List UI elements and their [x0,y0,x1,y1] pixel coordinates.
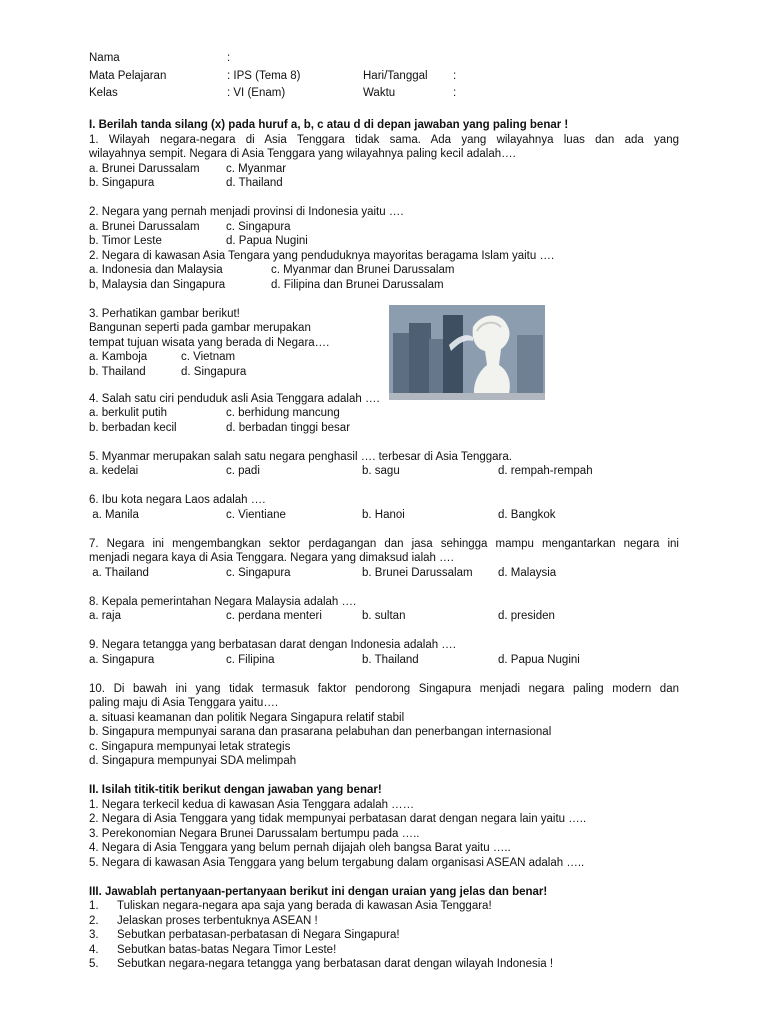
q10-text-line1: 10. Di bawah ini yang tidak termasuk faktor pendorong Singapura menjadi negara paling modern dan [89,682,679,695]
section3-item-text: Tuliskan negara-negara apa saja yang berada di kawasan Asia Tenggara! [117,900,492,912]
q10-option-a[interactable]: a. situasi keamanan dan politik Negara Singapura relatif stabil [89,711,405,724]
q5-text: 5. Myanmar merupakan salah satu negara penghasil …. terbesar di Asia Tenggara. [89,450,512,463]
section3-item [89,957,679,972]
q3-text-line1: 3. Perhatikan gambar berikut! [89,307,240,320]
q3-option-a[interactable]: a. Kamboja [89,351,148,363]
q7-text-line2: menjadi negara kaya di Asia Tenggara. Negara yang dimaksud ialah …. [89,552,454,564]
q1-options-row1 [89,162,679,177]
q7-option-c[interactable]: c. Singapura [226,566,291,579]
section3-item [89,914,679,929]
waktu-label: Waktu [363,87,396,99]
q6-option-d[interactable]: d. Bangkok [498,508,556,521]
q3-option-c[interactable]: c. Vietnam [181,351,236,363]
section3-item [89,899,679,914]
q2-text: 2. Negara yang pernah menjadi provinsi di Indonesia yaitu …. [89,206,404,218]
q4-option-b[interactable]: b. berbadan kecil [89,421,177,434]
q7-option-d[interactable]: d. Malaysia [498,566,557,579]
q3-text-line2: Bangunan seperti pada gambar merupakan [89,322,311,334]
q6-option-b[interactable]: b. Hanoi [362,508,405,521]
q1-text-line1: 1. Wilayah negara-negara di Asia Tenggara tidak sama. Ada yang wilayahnya luas dan ada yang [89,133,679,146]
q3-option-b[interactable]: b. Thailand [89,365,146,378]
q3-option-d[interactable]: d. Singapura [181,365,247,378]
q8-option-d[interactable]: d. presiden [498,610,555,622]
q5-option-d[interactable]: d. rempah-rempah [498,465,593,477]
kelas-label: Kelas [89,87,118,99]
q6-option-a[interactable]: a. Manila [89,508,139,521]
section3-item [89,928,679,943]
q2-option-c[interactable]: c. Singapura [226,220,291,233]
q2-option-a[interactable]: a. Brunei Darussalam [89,220,200,233]
section2-item: 3. Perekonomian Negara Brunei Darussalam bertumpu pada ….. [89,827,420,840]
section3-item [89,943,679,958]
hari-colon: : [453,69,457,82]
q8-options [89,609,679,624]
q7-text-line1: 7. Negara ini mengembangkan sektor perdagangan dan jasa sehingga mampu mengantarkan negara ini [89,537,679,550]
q2b-option-b[interactable]: b, Malaysia dan Singapura [89,278,226,291]
q1-options-row2 [89,176,679,191]
hari-label: Hari/Tanggal [363,69,428,82]
waktu-colon: : [453,87,457,99]
q6-option-c[interactable]: c. Vientiane [226,508,286,521]
q4-option-d[interactable]: d. berbadan tinggi besar [226,421,351,434]
q6-options [89,508,679,523]
q1-option-d[interactable]: d. Thailand [226,177,283,189]
mapel-value: : IPS (Tema 8) [227,69,301,82]
q8-text: 8. Kepala pemerintahan Negara Malaysia adalah …. [89,595,357,608]
header-row-mapel [89,70,689,88]
q4-option-a[interactable]: a. berkulit putih [89,407,167,419]
section2-item: 5. Negara di kawasan Asia Tenggara yang belum tergabung dalam organisasi ASEAN adalah ….. [89,856,585,869]
merlion-photo [389,305,545,400]
q5-option-c[interactable]: c. padi [226,465,260,477]
section2-title: II. Isilah titik-titik berikut dengan jawaban yang benar! [89,784,382,796]
q1-option-c[interactable]: c. Myanmar [226,162,287,175]
q5-options [89,464,679,479]
q9-option-c[interactable]: c. Filipina [226,653,275,666]
section2-item: 2. Negara di Asia Tenggara yang tidak mempunyai perbatasan darat dengan negara lain yaitu ….. [89,813,587,825]
q9-option-d[interactable]: d. Papua Nugini [498,653,580,666]
q2b-option-c[interactable]: c. Myanmar dan Brunei Darussalam [271,264,455,276]
q10-option-b[interactable]: b. Singapura mempunyai sarana dan prasarana pelabuhan dan penerbangan internasional [89,726,552,738]
q8-option-c[interactable]: c. perdana menteri [226,610,322,622]
section3-item-text: Jelaskan proses terbentuknya ASEAN ! [117,914,318,927]
q4-option-c[interactable]: c. berhidung mancung [226,407,340,419]
q10-option-c[interactable]: c. Singapura mempunyai letak strategis [89,740,291,753]
section3-item-number: 2. [89,914,99,927]
q1-option-b[interactable]: b. Singapura [89,177,155,189]
q5-option-a[interactable]: a. kedelai [89,465,139,477]
section3-item-text: Sebutkan perbatasan-perbatasan di Negara Singapura! [117,929,400,941]
q9-option-b[interactable]: b. Thailand [362,653,419,666]
q1-option-a[interactable]: a. Brunei Darussalam [89,162,200,175]
section3-item-text: Sebutkan batas-batas Negara Timor Leste! [117,943,337,956]
section3-title: III. Jawablah pertanyaan-pertanyaan berikut ini dengan uraian yang jelas dan benar! [89,885,548,898]
q7-option-b[interactable]: b. Brunei Darussalam [362,566,473,579]
nama-label: Nama [89,52,120,64]
q8-option-b[interactable]: b. sultan [362,610,406,622]
q2-option-d[interactable]: d. Papua Nugini [226,235,308,247]
q3-options-row1 [89,350,679,365]
q5-option-b[interactable]: b. sagu [362,465,400,477]
section2-item: 1. Negara terkecil kedua di kawasan Asia Tenggara adalah …… [89,798,415,811]
q3-options-row2 [89,365,679,380]
merlion-illustration [389,305,545,400]
section3-item-number: 1. [89,900,99,912]
section3-item-text: Sebutkan negara-negara tetangga yang berbatasan darat dengan wilayah Indonesia ! [117,958,554,970]
q9-options [89,653,679,668]
q10-option-d[interactable]: d. Singapura mempunyai SDA melimpah [89,755,297,767]
q3-block [89,307,679,380]
mapel-label: Mata Pelajaran [89,69,167,82]
section3-item-number: 5. [89,958,99,970]
nama-colon: : [227,52,231,64]
section3-item-number: 3. [89,929,99,941]
section3-item-number: 4. [89,943,99,956]
q2b-text: 2. Negara di kawasan Asia Tengara yang penduduknya mayoritas beragama Islam yaitu …. [89,249,555,262]
q2-options-row1 [89,220,679,235]
q4-options-row2 [89,421,679,436]
q2-options-row2 [89,234,679,249]
q9-option-a[interactable]: a. Singapura [89,653,155,666]
q3-text-line3: tempat tujuan wisata yang berada di Negara…. [89,336,330,349]
q8-option-a[interactable]: a. raja [89,610,121,622]
section2-item: 4. Negara di Asia Tenggara yang belum pernah dijajah oleh bangsa Barat yaitu ….. [89,842,511,854]
q6-text: 6. Ibu kota negara Laos adalah …. [89,494,266,506]
q4-text: 4. Salah satu ciri penduduk asli Asia Tenggara adalah …. [89,392,380,405]
kelas-value: : VI (Enam) [227,87,286,99]
q10-text-line2: paling maju di Asia Tenggara yaitu…. [89,697,279,709]
q2b-options-row1 [89,263,679,278]
q2b-options-row2 [89,278,679,293]
identity-header [89,52,689,105]
q7-option-a[interactable]: a. Thailand [89,566,149,579]
questions-content [89,118,679,972]
q4-options-row1 [89,406,679,421]
q2b-option-d[interactable]: d. Filipina dan Brunei Darussalam [271,278,444,291]
q9-text: 9. Negara tetangga yang berbatasan darat dengan Indonesia adalah …. [89,639,457,651]
q2b-option-a[interactable]: a. Indonesia dan Malaysia [89,264,223,276]
q1-text-line2: wilayahnya sempit. Negara di Asia Tenggara yang wilayahnya paling kecil adalah…. [89,148,516,160]
header-row-nama [89,52,689,70]
section1-title: I. Berilah tanda silang (x) pada huruf a, b, c atau d di depan jawaban yang paling benar ! [89,119,569,131]
q2-option-b[interactable]: b. Timor Leste [89,235,162,247]
header-row-kelas [89,87,689,105]
q7-options [89,566,679,581]
